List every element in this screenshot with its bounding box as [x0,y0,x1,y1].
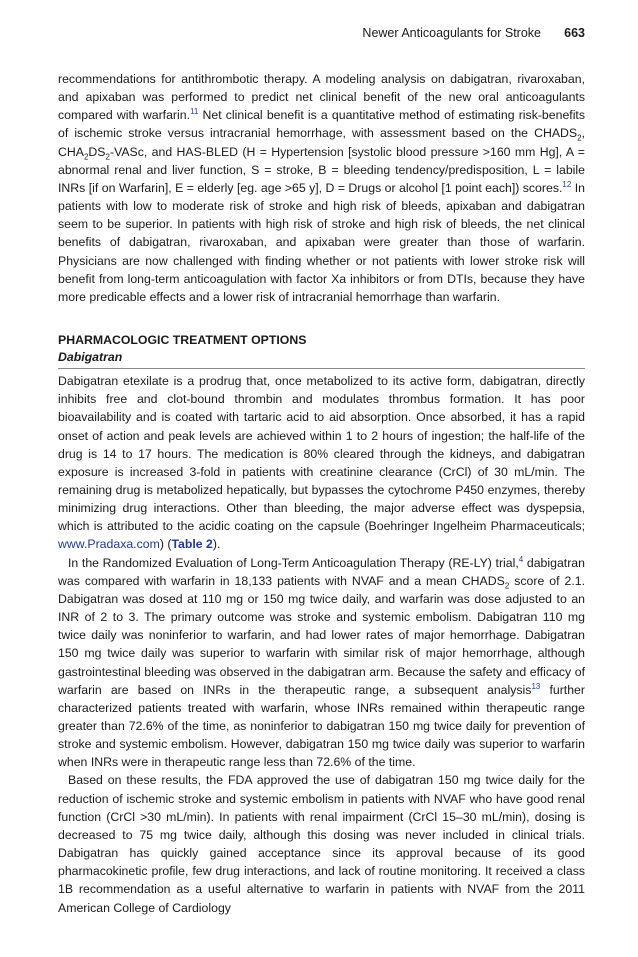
page-number: 663 [564,26,585,40]
article-body [58,70,585,917]
citation-11[interactable]: 11 [190,107,199,117]
text-span: Based on these results, the FDA approved the use of dabigatran 150 mg twice daily for the reduction of ischemic stroke and systemic embolism in patients with NVAF who have good renal function (CrCl >30 mL/min). In patients with renal impairment (CrCl 15–30 mL/min), dosing is decreased to 75 mg twice daily, although this dosing was never included in clinical trials. Dabigatran has quickly gained acceptance since its approval because of its good pharmacokinetic profile, few drug interactions, and lack of routine monitoring. It received a class 1B recommendation as a useful alternative to warfarin in patients with NVAF from the 2011 American College of Cardiology [58,773,585,915]
pradaxa-link[interactable]: www.Pradaxa.com [58,537,160,552]
citation-13[interactable]: 13 [531,681,541,691]
text-span: score of 2.1. Dabigatran was dosed at 110 mg or 150 mg twice daily, and warfarin was dose adjusted to an INR of 2 to 3. The primary outcome was stroke and systemic embolism. Dabigatran 110 mg twice daily was noninferior to warfarin, and had lower rates of major hemorrhage. Dabigatran 150 mg twice daily was superior to warfarin with similar risk of major hemorrhage, although gastrointestinal bleeding was observed in the dabigatran arm. Because the safety and efficacy of warfarin are based on INRs in the therapeutic range, a subsequent analysis [58,573,585,697]
table-2-link[interactable]: Table 2 [171,537,213,552]
subscript: 2 [504,581,510,591]
text-span: In patients with low to moderate risk of stroke and high risk of bleeds, apixaban and dabigatran seem to be superior. In patients with high risk of stroke and high risk of bleeds, the net clinical benefits of dabigatran, rivaroxaban, and apixaban were greater than those of warfarin. Physicians are now challenged with finding whether or not patients with lower stroke risk will benefit from long-term anticoagulation with factor Xa inhibitors or from DTIs, because they have more predicable effects and a lower risk of intracranial hemorrhage than warfarin. [58,180,585,304]
text-span: In the Randomized Evaluation of Long-Term Anticoagulation Therapy (RE-LY) trial, [68,555,519,570]
text-span: , CHA [58,126,585,159]
paragraph-dabigatran-pharmacology [58,372,585,554]
subsection-heading: Dabigatran [58,349,585,369]
section-heading: PHARMACOLOGIC TREATMENT OPTIONS [58,333,307,348]
paragraph-re-ly-trial [58,554,585,772]
text-span: Net clinical benefit is a quantitative method of estimating risk-benefits of ischemic stroke versus intracranial hemorrhage, with assessment based on the CHADS [58,108,586,141]
text-span: DS [88,144,106,159]
text-span: -VASc, and HAS-BLED (H = Hypertension [systolic blood pressure >160 mm Hg], A = abnormal renal and liver function, S = stroke, B = bleeding tendency/predisposition, L = labile INRs [if on Warfarin], E = elderly [eg. age >65 y], D = Drugs or alcohol [1 point each]) scores. [58,144,585,195]
paragraph-fda-approval [58,771,585,916]
paragraph-net-clinical-benefit [58,70,585,306]
text-span: further characterized patients treated with warfarin, whose INRs remained within therapeutic range greater than 72.6% of the time, as noninferior to dabigatran 150 mg twice daily for prevention of stroke and systemic embolism. However, dabigatran 150 mg twice daily was superior to warfarin when INRs were in therapeutic range less than 72.6% of the time. [58,682,585,770]
text-span: ) ( [159,537,172,552]
text-span: dabigatran was compared with warfarin in 18,133 patients with NVAF and a mean CHADS [58,555,585,588]
text-span: Dabigatran etexilate is a prodrug that, once metabolized to its active form, dabigatran, directly inhibits free and clot-bound thrombin and modulates thrombus formation. It has poor bioavailability and is coated with tartaric acid to aid absorption. Once absorbed, it has a rapid onset of action and peak levels are achieved within 1 to 2 hours of ingestion; the half-life of the drug is 14 to 17 hours. The medication is 80% cleared through the kidneys, and dabigatran exposure is increased 3-fold in patients with creatinine clearance (CrCl) of 30 mL/min. The remaining drug is metabolized hepatically, but bypasses the cytochrome P450 enzymes, thereby minimizing drug interactions. Other than bleeding, the major adverse effect was dyspepsia, which is attributed to the acidic coating on the capsule (Boehringer Ingelheim Pharmaceuticals; [58,374,585,534]
citation-4[interactable]: 4 [518,554,524,564]
subscript: 2 [105,152,110,162]
subscript: 2 [83,152,89,162]
running-header [58,26,585,46]
running-title: Newer Anticoagulants for Stroke [362,26,541,40]
subscript: 2 [577,133,582,143]
citation-12[interactable]: 12 [562,179,572,189]
text-span: recommendations for antithrombotic therapy. A modeling analysis on dabigatran, rivaroxaban, and apixaban was performed to predict net clinical benefit of the new oral anticoagulants compared with warfarin. [58,72,585,123]
text-span: ). [212,537,221,552]
